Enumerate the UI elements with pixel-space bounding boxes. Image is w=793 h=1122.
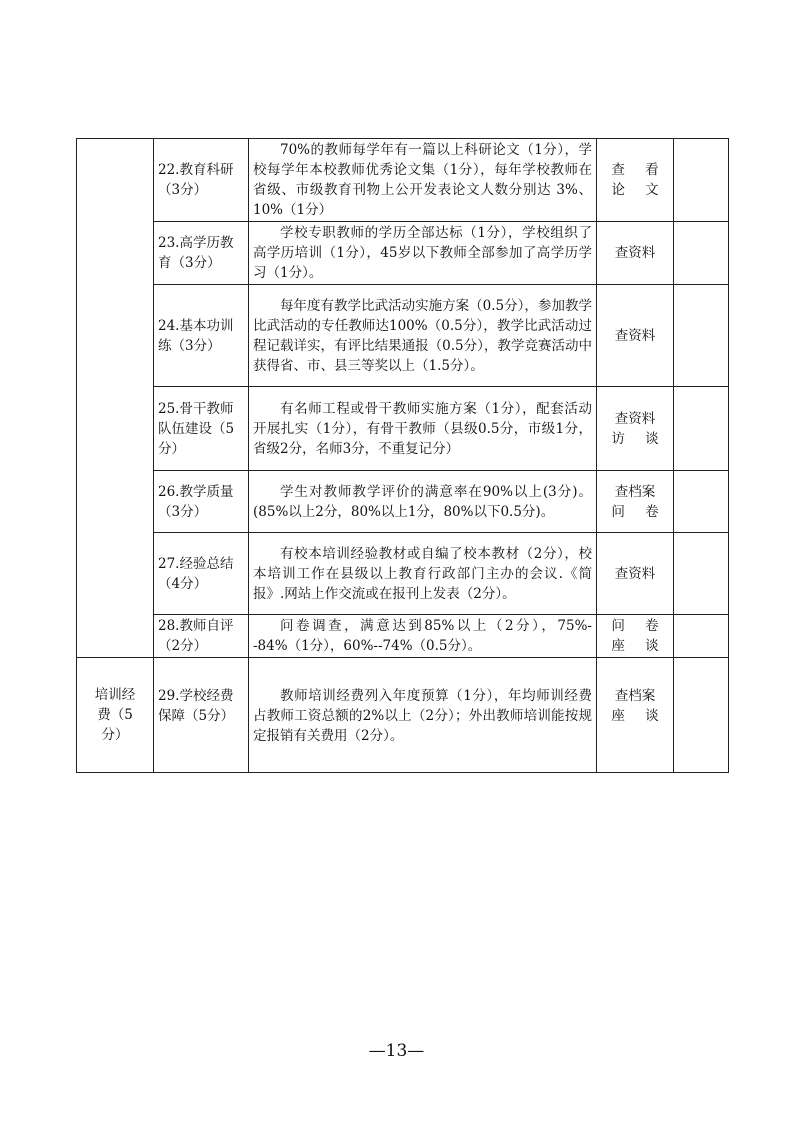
score-cell <box>674 471 729 533</box>
method-line: 查档案 <box>614 483 656 500</box>
table-row <box>77 387 729 471</box>
table-row <box>77 615 729 658</box>
table-row <box>77 658 729 773</box>
method-cell <box>597 387 679 471</box>
method-line: 座谈 <box>611 708 679 724</box>
method-line: 查资料 <box>614 245 656 261</box>
method-cell <box>597 471 679 533</box>
score-cell <box>674 615 729 658</box>
method-line: 论文 <box>611 182 679 198</box>
item-cell: 26.教学质量（3分） <box>154 471 249 533</box>
method-line: 访谈 <box>611 430 679 447</box>
method-line: 问卷 <box>611 618 679 634</box>
method-cell <box>597 285 674 387</box>
score-cell <box>674 387 729 471</box>
method-line: 查资料 <box>614 565 656 582</box>
content-cell: 学生对教师教学评价的满意率在90%以上(3分)。(85%以上2分，80%以上1分，80%以下0.5分)。 <box>249 471 597 533</box>
method-cell <box>597 139 679 222</box>
table-row <box>77 285 729 387</box>
evaluation-table <box>76 138 729 773</box>
method-line: 查看 <box>611 162 679 178</box>
method-cell <box>597 222 674 285</box>
item-cell: 28.教师自评（2分） <box>154 615 249 658</box>
score-cell <box>674 285 729 387</box>
item-cell: 25.骨干教师队伍建设（5分） <box>154 387 249 471</box>
score-cell <box>674 533 729 615</box>
table-row <box>77 139 729 222</box>
content-cell: 问卷调查，满意达到85%以上（2分），75%--84%（1分），60%--74%（0.5分）。 <box>249 615 597 658</box>
score-cell <box>674 222 729 285</box>
content-cell: 有名师工程或骨干教师实施方案（1分），配套活动开展扎实（1分），有骨干教师（县级0.5分，市级1分，省级2分，名师3分，不重复记分） <box>249 387 597 471</box>
content-cell: 70%的教师每学年有一篇以上科研论文（1分），学校每学年本校教师优秀论文集（1分），每年学校教师在省级、市级教育刊物上公开发表论文人数分别达 3%、10%（1分） <box>249 139 597 222</box>
method-cell <box>597 533 674 615</box>
method-line: 查资料 <box>614 327 656 344</box>
category-cell-continued <box>77 139 154 658</box>
item-cell: 29.学校经费保障（5分） <box>154 658 249 773</box>
method-line: 座谈 <box>611 638 679 654</box>
item-cell: 23.高学历教育（3分） <box>154 222 249 285</box>
content-cell: 学校专职教师的学历全部达标（1分），学校组织了高学历培训（1分），45岁以下教师全部参加了高学历学习（1分）。 <box>249 222 597 285</box>
method-cell <box>597 615 679 658</box>
category-cell: 培训经费（5分） <box>77 658 154 773</box>
content-cell: 每年度有教学比武活动实施方案（0.5分），参加教学比武活动的专任教师达100%（0.5分），教学比武活动过程记载详实，有评比结果通报（0.5分），教学竞赛活动中获得省、市、县三等奖以上（1.5分）。 <box>249 285 597 387</box>
page-number: —13— <box>368 1041 425 1061</box>
score-cell <box>674 658 729 773</box>
table-row <box>77 222 729 285</box>
method-line: 查资料 <box>614 410 656 427</box>
content-cell: 教师培训经费列入年度预算（1分），年均师训经费占教师工资总额的2%以上（2分）；外出教师培训能按规定报销有关费用（2分）。 <box>249 658 597 773</box>
content-cell: 有校本培训经验教材或自编了校本教材（2分），校本培训工作在县级以上教育行政部门主办的会议.《简报》.网站上作交流或在报刊上发表（2分）。 <box>249 533 597 615</box>
item-cell: 27.经验总结（4分） <box>154 533 249 615</box>
item-cell: 22.教育科研（3分） <box>154 139 249 222</box>
method-line: 查档案 <box>614 688 656 704</box>
method-cell <box>597 658 679 773</box>
item-cell: 24.基本功训练（3分） <box>154 285 249 387</box>
score-cell <box>674 139 729 222</box>
table-row <box>77 471 729 533</box>
method-line: 问卷 <box>611 503 679 520</box>
table-row <box>77 533 729 615</box>
